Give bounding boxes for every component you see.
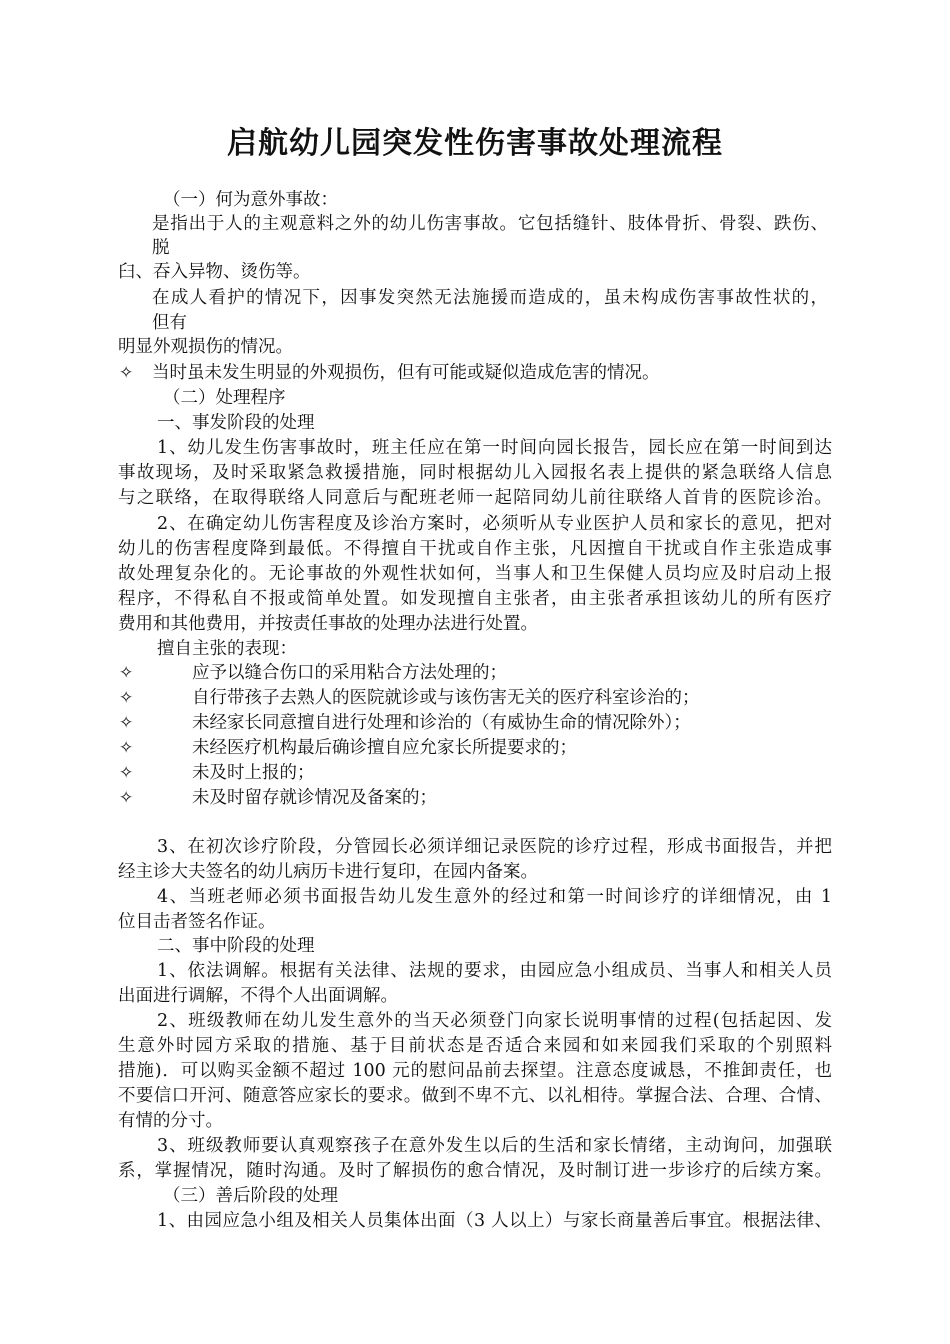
list-item: 自行带孩子去熟人的医院就诊或与该伤害无关的医疗科室诊治的； bbox=[192, 688, 700, 708]
subsection-heading: 二、事中阶段的处理 bbox=[157, 936, 315, 956]
section-heading-3: （三）善后阶段的处理 bbox=[163, 1186, 338, 1206]
paragraph-line: 2、班级教师在幼儿发生意外的当天必须登门向家长说明事情的过程(包括起因、发 bbox=[157, 1011, 832, 1031]
paragraph-line: 生意外时园方采取的措施、基于目前状态是否适合来园和如来园我们采取的个别照料 bbox=[118, 1036, 832, 1056]
paragraph-line: 明显外观损伤的情况。 bbox=[118, 337, 293, 357]
paragraph-line: 位目击者签名作证。 bbox=[118, 912, 276, 932]
bullet-text: 当时虽未发生明显的外观损伤，但有可能或疑似造成危害的情况。 bbox=[152, 363, 660, 383]
list-item: 应予以缝合伤口的采用粘合方法处理的； bbox=[192, 663, 507, 683]
paragraph-line: 是指出于人的主观意料之外的幼儿伤害事故。它包括缝针、肢体骨折、骨裂、跌伤、 bbox=[152, 214, 828, 234]
document-title: 启航幼儿园突发性伤害事故处理流程 bbox=[227, 126, 723, 161]
paragraph-line: 在成人看护的情况下，因事发突然无法施援而造成的，虽未构成伤害事故性状的， bbox=[152, 288, 828, 308]
paragraph-line: 脱 bbox=[152, 238, 170, 258]
paragraph-line: 2、在确定幼儿伤害程度及诊治方案时，必须听从专业医护人员和家长的意见，把对 bbox=[157, 514, 832, 534]
section-heading-1: （一）何为意外事故： bbox=[163, 190, 338, 210]
list-item: 未经家长同意擅自进行处理和诊治的（有威协生命的情况除外）； bbox=[192, 713, 691, 733]
paragraph-line: 臼、吞入异物、烫伤等。 bbox=[118, 262, 311, 282]
paragraph-line: 程序，不得私自不报或简单处置。如发现擅自主张者，由主张者承担该幼儿的所有医疗 bbox=[118, 589, 832, 609]
paragraph-line: 3、在初次诊疗阶段，分管园长必须详细记录医院的诊疗过程，形成书面报告，并把 bbox=[157, 837, 832, 857]
paragraph-line: 1、幼儿发生伤害事故时，班主任应在第一时间向园长报告，园长应在第一时间到达 bbox=[157, 438, 832, 458]
bullet-icon: ✧ bbox=[119, 788, 134, 808]
list-intro: 擅自主张的表现： bbox=[157, 639, 297, 659]
list-item: 未及时上报的； bbox=[192, 763, 315, 783]
paragraph-line: 4、当班老师必须书面报告幼儿发生意外的经过和第一时间诊疗的详细情况，由 1 bbox=[157, 887, 832, 907]
bullet-icon: ✧ bbox=[119, 763, 134, 783]
bullet-icon: ✧ bbox=[119, 663, 134, 683]
paragraph-line: 系，掌握情况，随时沟通。及时了解损伤的愈合情况，及时制订进一步诊疗的后续方案。 bbox=[118, 1161, 832, 1181]
paragraph-line: 经主诊大夫签名的幼儿病历卡进行复印，在园内备案。 bbox=[118, 862, 538, 882]
paragraph-line: 但有 bbox=[152, 313, 187, 333]
paragraph-line: 出面进行调解，不得个人出面调解。 bbox=[118, 986, 398, 1006]
paragraph-line: 不要信口开河、随意答应家长的要求。做到不卑不亢、以礼相待。掌握合法、合理、合情、 bbox=[118, 1086, 832, 1106]
paragraph-line: 有情的分寸。 bbox=[118, 1111, 223, 1131]
bullet-icon: ✧ bbox=[119, 713, 134, 733]
paragraph-line: 措施)．可以购买金额不超过 100 元的慰问品前去探望。注意态度诚恳，不推卸责任，也 bbox=[118, 1061, 832, 1081]
section-heading-2: （二）处理程序 bbox=[163, 388, 286, 408]
paragraph-line: 故处理复杂化的。无论事故的外观性状如何，当事人和卫生保健人员均应及时启动上报 bbox=[118, 564, 832, 584]
paragraph-line: 幼儿的伤害程度降到最低。不得擅自干扰或自作主张，凡因擅自干扰或自作主张造成事 bbox=[118, 539, 832, 559]
list-item: 未及时留存就诊情况及备案的； bbox=[192, 788, 437, 808]
bullet-icon: ✧ bbox=[119, 738, 134, 758]
paragraph-line: 3、班级教师要认真观察孩子在意外发生以后的生活和家长情绪，主动询问，加强联 bbox=[157, 1136, 832, 1156]
list-item: 未经医疗机构最后确诊擅自应允家长所提要求的； bbox=[192, 738, 577, 758]
paragraph-line: 费用和其他费用，并按责任事故的处理办法进行处置。 bbox=[118, 614, 538, 634]
bullet-icon: ✧ bbox=[119, 688, 134, 708]
subsection-heading: 一、事发阶段的处理 bbox=[157, 413, 315, 433]
bullet-icon: ✧ bbox=[119, 363, 134, 383]
paragraph-line: 1、由园应急小组及相关人员集体出面（3 人以上）与家长商量善后事宜。根据法律、 bbox=[157, 1211, 832, 1231]
paragraph-line: 与之联络，在取得联络人同意后与配班老师一起陪同幼儿前往联络人首肯的医院诊治。 bbox=[118, 488, 832, 508]
paragraph-line: 1、依法调解。根据有关法律、法规的要求，由园应急小组成员、当事人和相关人员 bbox=[157, 961, 832, 981]
paragraph-line: 事故现场，及时采取紧急救援措施，同时根据幼儿入园报名表上提供的紧急联络人信息 bbox=[118, 463, 832, 483]
